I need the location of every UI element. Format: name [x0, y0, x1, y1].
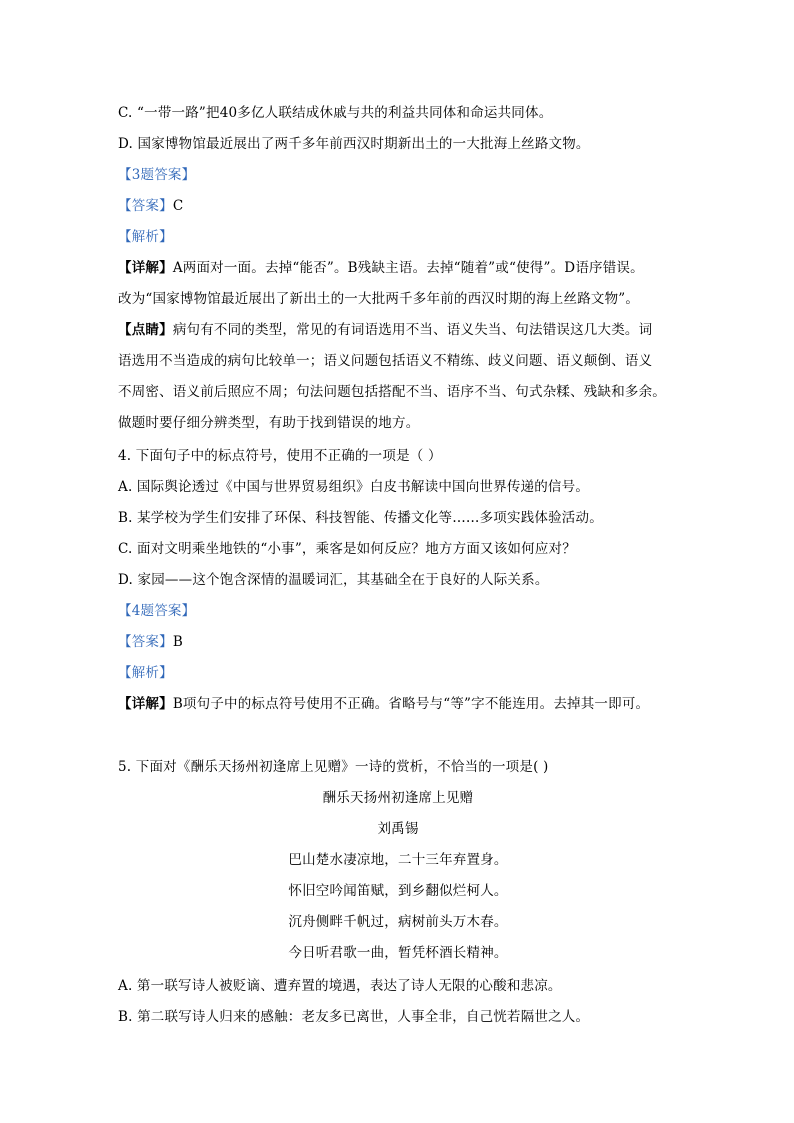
q5-option-b: B. 第二联写诗人归来的感触：老友多已离世，人事全非，自己恍若隔世之人。	[118, 1009, 590, 1025]
q3-answer-line	[118, 196, 688, 216]
q3-point-line2: 语选用不当造成的病句比较单一；语义问题包括语义不精练、歧义问题、语义颠倒、语义	[118, 353, 653, 369]
poem-title: 酬乐天扬州初逢席上见赠	[322, 790, 474, 806]
point-label: 【点睛】	[118, 322, 173, 338]
q3-point-line1	[118, 320, 688, 340]
q4-detail-line	[118, 694, 688, 714]
q5-question: 5. 下面对《酬乐天扬州初逢席上见赠》一诗的赏析，不恰当的一项是( )	[118, 759, 549, 775]
q3-analysis-tag: 【解析】	[118, 229, 173, 245]
q3-option-c: C. “一带一路”把40多亿人联结成休戚与共的利益共同体和命运共同体。	[118, 105, 553, 121]
detail-label: 【详解】	[118, 696, 173, 712]
q4-option-a: A. 国际舆论透过《中国与世界贸易组织》白皮书解读中国向世界传递的信号。	[118, 479, 590, 495]
q4-answer-line	[118, 632, 688, 652]
answer-value: B	[172, 634, 183, 650]
q4-option-b: B. 某学校为学生们安排了环保、科技智能、传播文化等……多项实践体验活动。	[118, 510, 603, 526]
poem-line: 怀旧空吟闻笛赋，到乡翻似烂柯人。	[288, 883, 508, 899]
detail-text: B项句子中的标点符号使用不正确。省略号与“等”字不能连用。去掉其一即可。	[172, 696, 650, 712]
poem-line: 巴山楚水凄凉地，二十三年弃置身。	[288, 852, 508, 868]
q4-option-d: D. 家园——这个饱含深情的温暖词汇，其基础全在于良好的人际关系。	[118, 572, 549, 588]
detail-text: A两面对一面。去掉“能否”。B残缺主语。去掉“随着”或“使得”。D语序错误。	[172, 260, 644, 276]
point-text: 病句有不同的类型，常见的有词语选用不当、语义失当、句法错误这几大类。词	[172, 322, 653, 338]
poem-line: 今日听君歌一曲，暂凭杯酒长精神。	[288, 945, 508, 961]
q4-answer-tag: 【4题答案】	[118, 603, 196, 619]
q5-option-a: A. 第一联写诗人被贬谪、遭弃置的境遇，表达了诗人无限的心酸和悲凉。	[118, 978, 562, 994]
detail-label: 【详解】	[118, 260, 173, 276]
q3-detail-line2: 改为“国家博物馆最近展出了新出土的一大批两千多年前的西汉时期的海上丝路文物”。	[118, 291, 640, 307]
q4-question: 4. 下面句子中的标点符号，使用不正确的一项是（ ）	[118, 448, 442, 464]
poem-author: 刘禹锡	[377, 821, 419, 837]
q3-point-line4: 做题时要仔细分辨类型，有助于找到错误的地方。	[118, 415, 420, 431]
q3-option-d: D. 国家博物馆最近展出了两千多年前西汉时期新出土的一大批海上丝路文物。	[118, 136, 590, 152]
q3-point-line3: 不周密、语义前后照应不周；句法问题包括搭配不当、语序不当、句式杂糅、残缺和多余。	[118, 384, 666, 400]
q3-answer-tag: 【3题答案】	[118, 167, 196, 183]
answer-value: C	[172, 198, 184, 214]
q4-analysis-tag: 【解析】	[118, 665, 173, 681]
q4-option-c: C. 面对文明乘坐地铁的“小事”，乘客是如何反应？地方方面又该如何应对？	[118, 541, 576, 557]
q3-detail-line1	[118, 258, 688, 278]
answer-label: 【答案】	[118, 634, 173, 650]
answer-label: 【答案】	[118, 198, 173, 214]
poem-line: 沉舟侧畔千帆过，病树前头万木春。	[288, 914, 508, 930]
